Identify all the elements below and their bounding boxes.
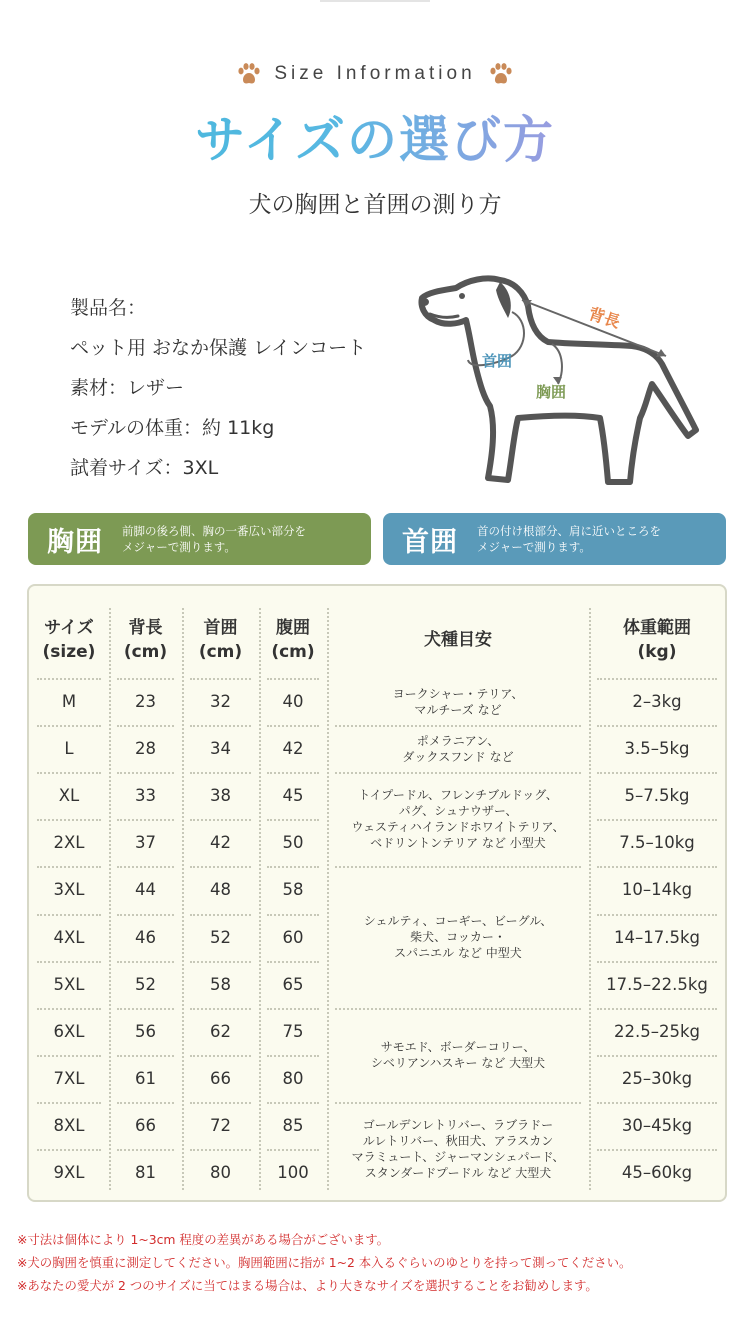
table-cell-belly: 75 xyxy=(282,1021,304,1041)
header-line: 体重範囲 xyxy=(623,618,691,638)
row-divider xyxy=(190,819,251,821)
table-cell-size: 2XL xyxy=(53,833,85,853)
header-line: (cm) xyxy=(271,642,315,662)
row-divider xyxy=(117,1008,174,1010)
eyebrow-text: Size Information xyxy=(274,63,476,84)
table-cell-neck: 66 xyxy=(210,1068,231,1088)
breed-group-cell xyxy=(327,772,589,866)
table-header-cell xyxy=(589,602,725,678)
row-divider xyxy=(37,819,101,821)
breed-line: シベリアンハスキー など 大型犬 xyxy=(370,1055,546,1070)
table-cell-back: 61 xyxy=(135,1068,156,1088)
table-cell-weight: 7.5–10kg xyxy=(619,833,695,853)
table-cell-back: 23 xyxy=(135,692,156,712)
page-title: サイズの選び方 xyxy=(0,100,750,172)
row-divider xyxy=(597,819,717,821)
table-cell-size: 8XL xyxy=(53,1115,85,1135)
top-divider xyxy=(320,0,430,2)
row-divider xyxy=(37,914,101,916)
paw-icon xyxy=(488,62,514,86)
paw-icon xyxy=(236,62,262,86)
table-cell-neck: 38 xyxy=(210,786,231,806)
table-cell-back: 46 xyxy=(135,927,156,947)
table-cell-neck: 72 xyxy=(210,1115,231,1135)
row-divider xyxy=(190,725,251,727)
breed-line: ポメラニアン、 xyxy=(416,733,500,748)
table-cell-belly: 45 xyxy=(282,786,304,806)
table-cell-back: 66 xyxy=(135,1115,156,1135)
table-cell-belly: 65 xyxy=(282,974,304,994)
table-cell-weight: 10–14kg xyxy=(621,880,693,900)
product-material: 素材：レザー xyxy=(70,377,185,399)
neck-desc-line: 首の付け根部分、肩に近いところを xyxy=(477,524,661,538)
row-divider xyxy=(37,961,101,963)
header-line: (kg) xyxy=(637,642,677,662)
table-cell-weight: 14–17.5kg xyxy=(613,927,700,947)
table-cell-neck: 42 xyxy=(210,833,231,853)
breed-divider xyxy=(335,1008,581,1010)
table-header-cell xyxy=(182,602,259,678)
breed-line: ルレトリバー、秋田犬、アラスカン xyxy=(362,1133,554,1148)
row-divider xyxy=(190,772,251,774)
table-cell-belly: 40 xyxy=(282,692,304,712)
row-divider xyxy=(37,725,101,727)
header-line: 背長 xyxy=(128,618,163,638)
header-line: 首囲 xyxy=(203,618,238,638)
header-line: (size) xyxy=(42,642,96,662)
row-divider xyxy=(190,1102,251,1104)
chest-desc-line: 前脚の後ろ側、胸の一番広い部分を xyxy=(122,524,306,538)
row-divider xyxy=(597,1149,717,1151)
table-cell-weight: 17.5–22.5kg xyxy=(606,974,708,994)
table-cell-back: 81 xyxy=(135,1163,156,1183)
table-cell-size: M xyxy=(61,692,77,712)
neck-label: 首囲 xyxy=(482,352,513,370)
row-divider xyxy=(597,725,717,727)
table-cell-size: 3XL xyxy=(53,880,85,900)
row-divider xyxy=(597,678,717,680)
chest-desc-line: メジャーで測ります。 xyxy=(122,540,236,554)
row-divider xyxy=(117,961,174,963)
breed-line: ベドリントンテリア など 小型犬 xyxy=(370,836,546,851)
table-cell-neck: 34 xyxy=(210,739,231,759)
table-cell-neck: 62 xyxy=(210,1021,231,1041)
row-divider xyxy=(597,961,717,963)
row-divider xyxy=(190,866,251,868)
header-line: サイズ xyxy=(44,618,94,638)
row-divider xyxy=(190,1055,251,1057)
row-divider xyxy=(117,866,174,868)
row-divider xyxy=(37,1149,101,1151)
row-divider xyxy=(267,1055,319,1057)
row-divider xyxy=(267,1102,319,1104)
row-divider xyxy=(117,819,174,821)
breed-line: ヨークシャー・テリア、 xyxy=(392,686,524,701)
product-name: ペット用 おなか保護 レインコート xyxy=(70,337,367,359)
table-cell-back: 52 xyxy=(135,974,156,994)
breed-divider xyxy=(335,725,581,727)
row-divider xyxy=(267,961,319,963)
table-cell-belly: 85 xyxy=(282,1115,304,1135)
column-divider xyxy=(327,608,329,1190)
table-cell-back: 28 xyxy=(135,739,156,759)
row-divider xyxy=(597,914,717,916)
row-divider xyxy=(597,1102,717,1104)
breed-group-cell xyxy=(327,725,589,772)
row-divider xyxy=(190,678,251,680)
breed-line: 柴犬、コッカー・ xyxy=(410,930,506,945)
breed-line: パグ、シュナウザー、 xyxy=(398,804,518,819)
header-line: 腹囲 xyxy=(276,618,310,638)
dog-measurement-diagram xyxy=(400,260,720,500)
eyebrow xyxy=(0,62,750,86)
dog-eye xyxy=(459,293,465,299)
row-divider xyxy=(190,1008,251,1010)
table-cell-weight: 25–30kg xyxy=(621,1068,693,1088)
table-header-cell xyxy=(29,602,109,678)
dog-nose xyxy=(419,298,429,306)
row-divider xyxy=(117,1149,174,1151)
breed-divider xyxy=(335,866,581,868)
model-weight: モデルの体重：約 11kg xyxy=(70,417,275,439)
table-cell-size: 5XL xyxy=(53,974,85,994)
breed-group-cell xyxy=(327,1102,589,1196)
notes xyxy=(17,1228,742,1297)
table-cell-back: 56 xyxy=(135,1021,156,1041)
table-cell-weight: 22.5–25kg xyxy=(613,1021,700,1041)
breed-line: シェルティ、コーギー、ビーグル、 xyxy=(363,914,553,929)
table-cell-back: 33 xyxy=(135,786,156,806)
note-line: ※あなたの愛犬が 2 つのサイズに当てはまる場合は、より大きなサイズを選択することをお勧めします。 xyxy=(17,1278,598,1293)
row-divider xyxy=(267,678,319,680)
row-divider xyxy=(37,1008,101,1010)
column-divider xyxy=(589,608,591,1190)
row-divider xyxy=(267,725,319,727)
table-cell-neck: 32 xyxy=(210,692,231,712)
row-divider xyxy=(597,1055,717,1057)
column-divider xyxy=(109,608,111,1190)
breed-line: ゴールデンレトリバー、ラブラドー xyxy=(362,1117,554,1132)
row-divider xyxy=(597,1008,717,1010)
table-header-cell xyxy=(327,602,589,678)
size-table xyxy=(27,584,727,1202)
table-cell-size: 6XL xyxy=(53,1021,85,1041)
product-info xyxy=(70,288,366,488)
row-divider xyxy=(37,678,101,680)
chest-measure-card xyxy=(28,513,371,565)
table-cell-neck: 48 xyxy=(210,880,231,900)
table-cell-back: 44 xyxy=(135,880,156,900)
product-name-label: 製品名： xyxy=(70,297,147,319)
row-divider xyxy=(190,961,251,963)
header-line: (cm) xyxy=(123,642,168,662)
neck-card-desc xyxy=(477,523,661,555)
row-divider xyxy=(267,1008,319,1010)
table-cell-neck: 80 xyxy=(210,1163,231,1183)
breed-group-cell xyxy=(327,678,589,725)
breed-line: サモエド、ボーダーコリー、 xyxy=(380,1039,536,1054)
row-divider xyxy=(267,866,319,868)
note-line: ※寸法は個体により 1~3cm 程度の差異がある場合がございます。 xyxy=(17,1232,390,1247)
table-cell-size: 7XL xyxy=(53,1068,85,1088)
row-divider xyxy=(37,1055,101,1057)
breed-line: ダックスフンド など xyxy=(402,749,514,764)
row-divider xyxy=(117,1055,174,1057)
table-cell-size: XL xyxy=(58,786,80,806)
table-cell-belly: 100 xyxy=(277,1163,309,1183)
breed-divider xyxy=(335,772,581,774)
row-divider xyxy=(267,772,319,774)
neck-desc-line: メジャーで測ります。 xyxy=(477,540,591,554)
page-subtitle: 犬の胸囲と首囲の測り方 xyxy=(248,192,502,218)
table-cell-size: 9XL xyxy=(53,1163,85,1183)
chest-card-desc xyxy=(122,523,306,555)
table-cell-size: 4XL xyxy=(53,927,85,947)
breed-line: ウェスティハイランドホワイトテリア、 xyxy=(351,820,565,835)
table-cell-weight: 5–7.5kg xyxy=(624,786,690,806)
table-cell-weight: 30–45kg xyxy=(621,1115,693,1135)
table-cell-size: L xyxy=(64,739,74,759)
neck-card-title: 首囲 xyxy=(402,526,458,558)
row-divider xyxy=(37,866,101,868)
table-cell-belly: 42 xyxy=(282,739,304,759)
table-cell-belly: 80 xyxy=(282,1068,304,1088)
row-divider xyxy=(267,1149,319,1151)
breed-divider xyxy=(335,1102,581,1104)
column-divider xyxy=(182,608,184,1190)
breed-line: スパニエル など 中型犬 xyxy=(394,946,522,961)
chest-label: 胸囲 xyxy=(536,383,567,401)
breed-line: トイプードル、フレンチブルドッグ、 xyxy=(358,788,558,803)
header-line: 犬種目安 xyxy=(424,630,492,650)
note-line: ※犬の胸囲を慎重に測定してください。胸囲範囲に指が 1~2 本入るぐらいのゆとりを持って測ってください。 xyxy=(17,1255,632,1270)
column-divider xyxy=(259,608,261,1190)
header-line: (cm) xyxy=(198,642,243,662)
row-divider xyxy=(597,772,717,774)
trial-size: 試着サイズ：3XL xyxy=(70,457,219,479)
row-divider xyxy=(190,914,251,916)
table-cell-belly: 60 xyxy=(282,927,304,947)
table-cell-neck: 58 xyxy=(210,974,231,994)
row-divider xyxy=(37,1102,101,1104)
row-divider xyxy=(117,772,174,774)
row-divider xyxy=(597,866,717,868)
row-divider xyxy=(117,678,174,680)
table-cell-back: 37 xyxy=(135,833,156,853)
table-header-cell xyxy=(109,602,182,678)
row-divider xyxy=(117,1102,174,1104)
row-divider xyxy=(267,914,319,916)
table-cell-belly: 58 xyxy=(282,880,304,900)
breed-line: マルチーズ など xyxy=(414,702,502,717)
breed-line: スタンダードプードル など 大型犬 xyxy=(364,1165,552,1180)
breed-group-cell xyxy=(327,866,589,1007)
breed-line: マラミュート、ジャーマンシェパード、 xyxy=(351,1149,565,1164)
table-cell-weight: 2–3kg xyxy=(632,692,682,712)
row-divider xyxy=(117,914,174,916)
neck-measure-card xyxy=(383,513,726,565)
breed-group-cell xyxy=(327,1008,589,1102)
table-cell-neck: 52 xyxy=(210,927,231,947)
table-cell-weight: 45–60kg xyxy=(621,1163,693,1183)
row-divider xyxy=(267,819,319,821)
row-divider xyxy=(117,725,174,727)
table-cell-belly: 50 xyxy=(282,833,304,853)
row-divider xyxy=(37,772,101,774)
table-cell-weight: 3.5–5kg xyxy=(624,739,690,759)
chest-card-title: 胸囲 xyxy=(47,526,103,558)
table-header-cell xyxy=(259,602,327,678)
back-length-label: 背長 xyxy=(586,303,623,332)
row-divider xyxy=(190,1149,251,1151)
